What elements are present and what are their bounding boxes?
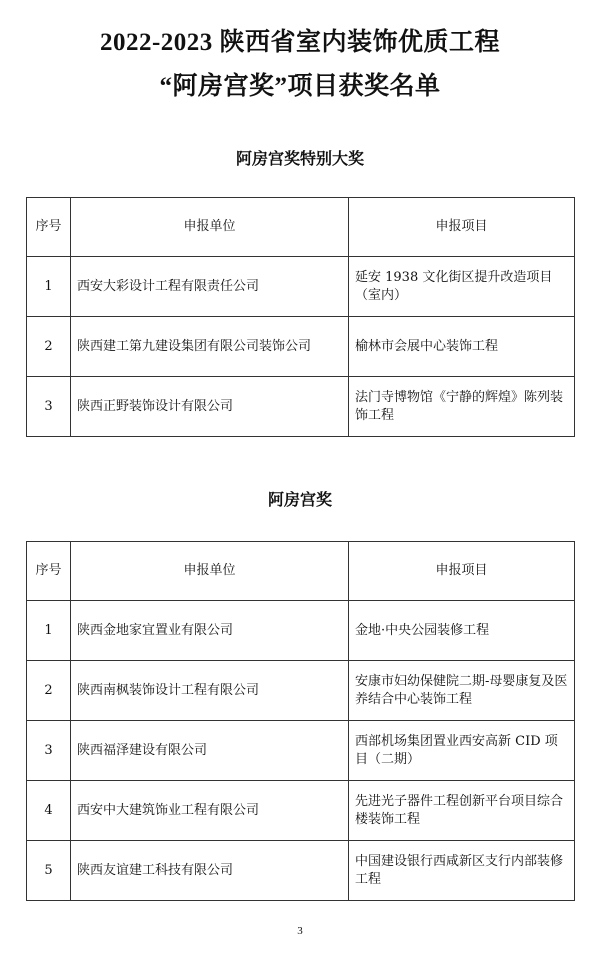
document-title-line-2: “阿房宫奖”项目获奖名单 (159, 73, 441, 100)
row-number: 1 (27, 257, 71, 317)
row-project: 金地·中央公园装修工程 (349, 601, 575, 661)
column-header-unit: 申报单位 (71, 542, 349, 601)
row-unit: 陕西南枫装饰设计工程有限公司 (71, 661, 349, 721)
row-number: 2 (27, 317, 71, 377)
row-number: 2 (27, 661, 71, 721)
prize-table (26, 541, 575, 901)
row-project: 延安 1938 文化街区提升改造项目（室内） (349, 257, 575, 317)
row-number: 3 (27, 721, 71, 781)
row-unit: 陕西福泽建设有限公司 (71, 721, 349, 781)
row-number: 1 (27, 601, 71, 661)
document-title-line-1: 2022-2023 陕西省室内装饰优质工程 (99, 29, 501, 56)
row-project: 榆林市会展中心装饰工程 (349, 317, 575, 377)
column-header-project: 申报项目 (349, 542, 575, 601)
table-row (27, 377, 575, 437)
special-prize-heading: 阿房宫奖特别大奖 (235, 149, 364, 168)
column-header-number: 序号 (27, 198, 71, 257)
table-row (27, 841, 575, 901)
table-row (27, 601, 575, 661)
row-unit: 陕西正野装饰设计有限公司 (71, 377, 349, 437)
table-header-row (27, 198, 575, 257)
row-project: 法门寺博物馆《宁静的辉煌》陈列装饰工程 (349, 377, 575, 437)
row-project: 安康市妇幼保健院二期-母婴康复及医养结合中心装饰工程 (349, 661, 575, 721)
table-row (27, 661, 575, 721)
row-number: 4 (27, 781, 71, 841)
prize-heading: 阿房宫奖 (267, 490, 332, 509)
column-header-unit: 申报单位 (71, 198, 349, 257)
row-project: 西部机场集团置业西安高新 CID 项目（二期） (349, 721, 575, 781)
row-number: 3 (27, 377, 71, 437)
table-row (27, 317, 575, 377)
row-unit: 陕西金地家宜置业有限公司 (71, 601, 349, 661)
column-header-number: 序号 (27, 542, 71, 601)
table-row (27, 781, 575, 841)
column-header-project: 申报项目 (349, 198, 575, 257)
special-prize-table (26, 197, 575, 437)
row-number: 5 (27, 841, 71, 901)
table-row (27, 721, 575, 781)
row-unit: 西安大彩设计工程有限责任公司 (71, 257, 349, 317)
page-number: 3 (297, 925, 303, 937)
row-project: 中国建设银行西咸新区支行内部装修工程 (349, 841, 575, 901)
table-row (27, 257, 575, 317)
row-unit: 西安中大建筑饰业工程有限公司 (71, 781, 349, 841)
row-unit: 陕西建工第九建设集团有限公司装饰公司 (71, 317, 349, 377)
row-unit: 陕西友谊建工科技有限公司 (71, 841, 349, 901)
table-header-row (27, 542, 575, 601)
row-project: 先进光子器件工程创新平台项目综合楼装饰工程 (349, 781, 575, 841)
